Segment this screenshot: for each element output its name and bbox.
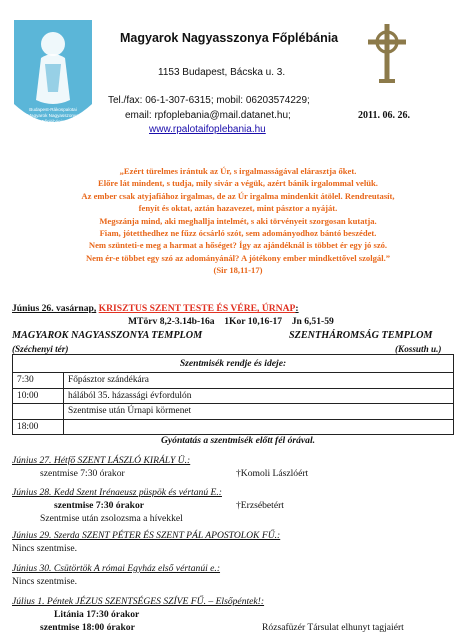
mass-intention: Szentmise után Úrnapi körmenet xyxy=(64,404,454,420)
website-link[interactable]: www.rpalotaifoplebania.hu xyxy=(149,124,266,135)
table-row xyxy=(13,419,454,435)
day-monday-heading: Június 27. Hétfő SZENT LÁSZLÓ KIRÁLY Ü.: xyxy=(12,455,191,466)
day-friday-heading: Július 1. Péntek JÉZUS SZENTSÉGES SZÍVE FŰ. – Elsőpéntek!: xyxy=(12,596,265,607)
sunday-colon: : xyxy=(295,303,299,314)
quote-reference: (Sir 18,11-17) xyxy=(213,265,263,276)
quote-line: „Ezért türelmes irántuk az Úr, s irgalmasságával elárasztja őket. xyxy=(119,166,357,176)
logo-text-2: Magyarok Nagyasszonya xyxy=(27,113,79,118)
day-friday-litany: Litánia 17:30 órakor xyxy=(54,609,140,620)
quote-line: Az ember csak atyjafiához irgalmas, de az Úr irgalma mindenkit átölel. Rendreutasít, xyxy=(81,190,395,201)
issue-date: 2011. 06. 26. xyxy=(358,110,410,121)
sunday-feast: KRISZTUS SZENT TESTE ÉS VÉRE, ÚRNAP xyxy=(98,303,296,314)
telephone: Tel./fax: 06-1-307-6315; mobil: 06203574229; xyxy=(108,95,310,106)
table-row xyxy=(13,404,454,420)
sunday-date: Június 26. vasárnap, xyxy=(12,303,97,314)
quote-line: Előre lát mindent, s tudja, mily sivár a végük, azért bánik irgalommal velük. xyxy=(98,178,378,189)
quote-line: fenyít és oktat, aztán hazavezet, mint pásztor a nyáját. xyxy=(138,203,338,214)
table-row xyxy=(13,388,454,404)
mass-time: 10:00 xyxy=(13,388,64,404)
church-right-name: SZENTHÁROMSÁG TEMPLOM xyxy=(289,330,433,341)
church-left-name: MAGYAROK NAGYASSZONYA TEMPLOM xyxy=(12,330,203,341)
sunday-heading xyxy=(12,303,299,314)
day-tuesday-intention: †Erzsébetért xyxy=(236,500,284,511)
church-right-location: (Kossuth u.) xyxy=(395,344,442,354)
org-name: Magyarok Nagyasszonya Főplébánia xyxy=(120,31,339,45)
quote-line: Nem ér-e többet egy szó az adományánál? A jótékony ember mindkettővel szolgál.” xyxy=(85,252,391,263)
quote-line: Megszánja mind, aki meghallja intelmét, s aki törvényeit szorgosan kutatja. xyxy=(99,215,377,226)
mass-schedule-table xyxy=(12,354,454,435)
mass-intention xyxy=(64,419,454,435)
day-thursday-heading: Június 30. Csütörtök A római Egyház első vértanúi e.: xyxy=(12,563,221,574)
church-logo xyxy=(12,18,94,138)
day-thursday-text: Nincs szentmise. xyxy=(12,576,78,587)
mass-time: 7:30 xyxy=(13,373,64,389)
email[interactable]: email: rpfoplebania@mail.datanet.hu; xyxy=(125,110,291,121)
mass-intention: hálából 35. házassági évfordulón xyxy=(64,388,454,404)
day-tuesday-heading: Június 28. Kedd Szent Irénaeusz püspök és vértanú E.: xyxy=(12,487,222,498)
quote-line: Nem szünteti-e meg a harmat a hőséget? Így az ajándéknál is többet ér egy jó szó. xyxy=(88,240,388,251)
sunday-readings: MTörv 8,2-3.14b-16a 1Kor 10,16-17 Jn 6,51-59 xyxy=(128,316,334,327)
logo-text-1: Budapest-Rákospalotai xyxy=(29,107,77,112)
mass-table-header: Szentmisék rendje és ideje: xyxy=(13,355,454,373)
day-wednesday-text: Nincs szentmise. xyxy=(12,543,78,554)
address: 1153 Budapest, Bácska u. 3. xyxy=(158,67,286,78)
day-tuesday-extra: Szentmise után zsolozsma a hívekkel xyxy=(40,513,183,524)
day-monday-intention: †Komoli Lászlóért xyxy=(236,468,309,479)
day-wednesday-heading: Június 29. Szerda SZENT PÉTER ÉS SZENT PÁL APOSTOLOK FŰ.: xyxy=(12,530,281,541)
table-row xyxy=(13,373,454,389)
mass-intention: Főpásztor szándékára xyxy=(64,373,454,389)
quote-line: Fiam, jótetthedhez ne fűzz ócsárló szót, sem adományodhoz bántó beszédet. xyxy=(99,228,377,239)
logo-text-3: Főplébánia xyxy=(41,119,65,124)
church-left-location: (Széchenyi tér) xyxy=(12,344,69,354)
celtic-cross-icon xyxy=(362,22,412,84)
scripture-quote xyxy=(0,165,476,277)
confession-note: Gyóntatás a szentmisék előtt fél órával. xyxy=(160,435,316,446)
day-monday-mass: szentmise 7:30 órakor xyxy=(40,468,125,479)
day-friday-intention: Rózsafüzér Társulat elhunyt tagjaiért xyxy=(262,622,404,633)
mass-time: 18:00 xyxy=(13,419,64,435)
mass-time xyxy=(13,404,64,420)
day-tuesday-mass: szentmise 7:30 órakor xyxy=(54,500,145,511)
day-friday-mass: szentmise 18:00 órakor xyxy=(40,622,135,633)
